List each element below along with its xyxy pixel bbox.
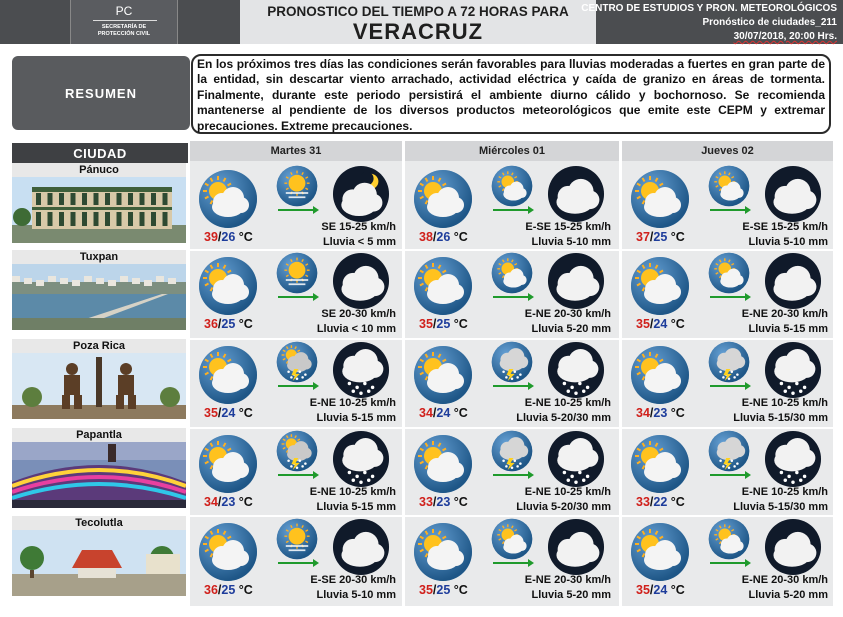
temp-unit: °C [453, 317, 468, 331]
sun-cloud-icon [413, 256, 473, 316]
sun-haze-icon [276, 165, 318, 207]
temp-unit: °C [238, 583, 253, 597]
sun-cloud-small-icon [708, 252, 750, 294]
max-temp: 35 [636, 317, 650, 331]
rain-forecast: Lluvia 5-15/30 mm [733, 501, 828, 513]
max-temp: 37 [636, 230, 650, 244]
max-temp: 35 [636, 583, 650, 597]
rain-cloud-icon [332, 341, 390, 399]
moon-cloud-icon [332, 165, 390, 223]
max-temp: 34 [419, 406, 433, 420]
rain-cloud-icon [764, 341, 822, 399]
sun-haze-icon [276, 518, 318, 560]
wind-direction-arrow [493, 209, 529, 211]
temp-unit: °C [453, 495, 468, 509]
rain-forecast: Lluvia 5-20/30 mm [516, 501, 611, 513]
wind-forecast: E-NE 20-30 km/h [741, 308, 828, 320]
rain-forecast: Lluvia 5-15 mm [316, 412, 396, 424]
wind-direction-arrow [710, 385, 746, 387]
min-temp: 23 [221, 495, 236, 509]
temperature: 33/23 °C [419, 495, 468, 509]
issuer-info [581, 2, 837, 44]
cloud-icon [547, 518, 605, 576]
max-temp: 34 [636, 406, 650, 420]
temperature: 36/25 °C [204, 317, 253, 331]
sun-cloud-small-icon [491, 165, 533, 207]
day-header-2: Jueves 02 [622, 141, 833, 161]
min-temp: 24 [221, 406, 236, 420]
logo-abbr: PC [115, 4, 133, 18]
logo-sub-line-2: PROTECCIÓN CIVIL [97, 31, 151, 37]
temp-unit: °C [238, 406, 253, 420]
temperature: 35/24 °C [636, 317, 685, 331]
max-temp: 35 [204, 406, 218, 420]
cloud-icon [764, 518, 822, 576]
rain-cloud-icon [332, 430, 390, 488]
min-temp: 26 [221, 230, 236, 244]
day-header-1: Miércoles 01 [405, 141, 619, 161]
rain-forecast: Lluvia 5-10 mm [316, 589, 396, 601]
wind-direction-arrow [710, 474, 746, 476]
monument-photo [12, 353, 186, 419]
sun-cloud-icon [630, 169, 690, 229]
max-temp: 33 [419, 495, 433, 509]
temp-unit: °C [238, 317, 253, 331]
city-name: Papantla [12, 428, 186, 442]
min-temp: 23 [436, 495, 451, 509]
max-temp: 36 [204, 317, 218, 331]
max-temp: 38 [419, 230, 433, 244]
cloud-icon [547, 252, 605, 310]
wind-forecast: SE 15-25 km/h [321, 221, 396, 233]
wind-direction-arrow [278, 562, 314, 564]
wind-forecast: E-SE 15-25 km/h [525, 221, 611, 233]
min-temp: 24 [436, 406, 451, 420]
wind-forecast: E-NE 20-30 km/h [741, 574, 828, 586]
cloud-icon [332, 252, 390, 310]
min-temp: 25 [221, 317, 236, 331]
center-name: CENTRO DE ESTUDIOS Y PRON. METEOROLÓGICOS [581, 3, 837, 14]
rain-forecast: Lluvia 5-20 mm [531, 323, 611, 335]
rain-forecast: Lluvia 5-20 mm [531, 589, 611, 601]
rain-forecast: Lluvia 5-20 mm [748, 589, 828, 601]
temperature: 34/23 °C [636, 406, 685, 420]
rain-forecast: Lluvia 5-10 mm [531, 236, 611, 248]
page-title-state: VERACRUZ [352, 19, 484, 44]
page-title: PRONOSTICO DEL TIEMPO A 72 HORAS PARA [267, 4, 569, 19]
resumen-label: RESUMEN [12, 56, 190, 130]
storm-icon [708, 430, 750, 472]
rain-forecast: Lluvia < 5 mm [322, 236, 396, 248]
sun-cloud-small-icon [708, 518, 750, 560]
day-header-0: Martes 31 [190, 141, 402, 161]
row-separator [190, 515, 841, 517]
wind-direction-arrow [278, 474, 314, 476]
min-temp: 25 [436, 317, 451, 331]
wind-forecast: E-SE 15-25 km/h [742, 221, 828, 233]
wind-forecast: E-NE 10-25 km/h [309, 397, 396, 409]
wind-direction-arrow [493, 562, 529, 564]
plaza-photo [12, 530, 186, 596]
wind-direction-arrow [710, 296, 746, 298]
city-name: Tecolutla [12, 516, 186, 530]
sun-cloud-icon [198, 169, 258, 229]
temperature: 35/25 °C [419, 583, 468, 597]
rain-cloud-icon [764, 430, 822, 488]
sun-cloud-small-icon [708, 165, 750, 207]
wind-direction-arrow [278, 385, 314, 387]
wind-forecast: E-SE 20-30 km/h [310, 574, 396, 586]
wind-forecast: E-NE 10-25 km/h [741, 486, 828, 498]
min-temp: 24 [653, 317, 668, 331]
product-name: Pronóstico de ciudades_211 [702, 17, 837, 28]
wind-forecast: E-NE 10-25 km/h [524, 397, 611, 409]
wind-forecast: E-NE 10-25 km/h [524, 486, 611, 498]
city-name: Tuxpan [12, 250, 186, 264]
temp-unit: °C [453, 406, 468, 420]
rain-forecast: Lluvia 5-15 mm [316, 501, 396, 513]
sun-cloud-small-icon [491, 518, 533, 560]
temp-unit: °C [238, 495, 253, 509]
sun-cloud-icon [413, 522, 473, 582]
storm-sun-icon [276, 341, 318, 383]
min-temp: 26 [436, 230, 451, 244]
wind-direction-arrow [710, 209, 746, 211]
sun-cloud-icon [630, 256, 690, 316]
max-temp: 39 [204, 230, 218, 244]
sun-cloud-icon [198, 256, 258, 316]
sun-cloud-icon [630, 345, 690, 405]
wind-forecast: E-NE 20-30 km/h [524, 574, 611, 586]
max-temp: 34 [204, 495, 218, 509]
row-separator [190, 249, 841, 251]
storm-sun-icon [276, 430, 318, 472]
temperature: 33/22 °C [636, 495, 685, 509]
temperature: 35/24 °C [636, 583, 685, 597]
logo-subtitle [71, 24, 177, 38]
logo-sub-line-1: SECRETARÍA DE [101, 24, 147, 30]
min-temp: 25 [221, 583, 236, 597]
row-separator [190, 427, 841, 429]
wind-forecast: E-NE 10-25 km/h [309, 486, 396, 498]
cloud-icon [547, 165, 605, 223]
temp-unit: °C [670, 406, 685, 420]
title-box [240, 0, 596, 44]
sun-cloud-icon [413, 434, 473, 494]
temperature: 34/23 °C [204, 495, 253, 509]
temperature: 35/25 °C [419, 317, 468, 331]
temperature: 39/26 °C [204, 230, 253, 244]
wind-forecast: E-NE 20-30 km/h [524, 308, 611, 320]
min-temp: 25 [436, 583, 451, 597]
cloud-icon [764, 252, 822, 310]
row-separator [190, 338, 841, 340]
sun-cloud-icon [630, 522, 690, 582]
temp-unit: °C [670, 495, 685, 509]
sun-cloud-icon [413, 345, 473, 405]
wind-direction-arrow [278, 296, 314, 298]
min-temp: 24 [653, 583, 668, 597]
rain-forecast: Lluvia 5-15/30 mm [733, 412, 828, 424]
colonial-building-photo [12, 177, 186, 243]
agency-logo [70, 0, 178, 44]
wind-forecast: E-NE 10-25 km/h [741, 397, 828, 409]
temperature: 37/25 °C [636, 230, 685, 244]
temp-unit: °C [238, 230, 253, 244]
temp-unit: °C [670, 583, 685, 597]
temp-unit: °C [453, 230, 468, 244]
wind-forecast: SE 20-30 km/h [321, 308, 396, 320]
logo-divider [93, 20, 157, 21]
storm-icon [708, 341, 750, 383]
wind-direction-arrow [493, 296, 529, 298]
issue-datetime: 30/07/2018, 20:00 Hrs. [733, 31, 837, 42]
sun-cloud-icon [198, 434, 258, 494]
rain-forecast: Lluvia < 10 mm [316, 323, 396, 335]
sun-cloud-icon [630, 434, 690, 494]
city-name: Pánuco [12, 163, 186, 177]
river-bridge-photo [12, 264, 186, 330]
temperature: 34/24 °C [419, 406, 468, 420]
rain-forecast: Lluvia 5-20/30 mm [516, 412, 611, 424]
max-temp: 35 [419, 317, 433, 331]
rain-forecast: Lluvia 5-10 mm [748, 236, 828, 248]
wind-direction-arrow [710, 562, 746, 564]
ciudad-label: CIUDAD [12, 143, 188, 163]
sun-cloud-icon [198, 345, 258, 405]
temp-unit: °C [670, 317, 685, 331]
sun-haze-icon [276, 252, 318, 294]
storm-icon [491, 341, 533, 383]
resumen-text: En los próximos tres días las condiciones serán favorables para lluvias moderadas a fuertes en gran parte de la entidad, sin descartar viento arrachado, actividad eléctrica y caída de granizo en áreas de tormenta. Finalmente, durante este periodo persistirá el ambiente diurno cálido y bochornoso. Se recomienda mantenerse al pendiente de los diversos productos meteorológicos que emite este CEPM y extremar precauciones. Extreme precauciones. [191, 54, 831, 134]
temp-unit: °C [453, 583, 468, 597]
city-name: Poza Rica [12, 339, 186, 353]
wind-direction-arrow [493, 385, 529, 387]
temp-unit: °C [670, 230, 685, 244]
max-temp: 33 [636, 495, 650, 509]
storm-icon [491, 430, 533, 472]
wind-direction-arrow [493, 474, 529, 476]
temperature: 38/26 °C [419, 230, 468, 244]
min-temp: 23 [653, 406, 668, 420]
cloud-icon [764, 165, 822, 223]
mural-photo [12, 442, 186, 508]
rain-forecast: Lluvia 5-15 mm [748, 323, 828, 335]
min-temp: 22 [653, 495, 668, 509]
temperature: 35/24 °C [204, 406, 253, 420]
temperature: 36/25 °C [204, 583, 253, 597]
sun-cloud-small-icon [491, 252, 533, 294]
max-temp: 35 [419, 583, 433, 597]
cloud-icon [332, 518, 390, 576]
rain-cloud-icon [547, 341, 605, 399]
sun-cloud-icon [413, 169, 473, 229]
min-temp: 25 [653, 230, 668, 244]
sun-cloud-icon [198, 522, 258, 582]
wind-direction-arrow [278, 209, 314, 211]
max-temp: 36 [204, 583, 218, 597]
rain-cloud-icon [547, 430, 605, 488]
